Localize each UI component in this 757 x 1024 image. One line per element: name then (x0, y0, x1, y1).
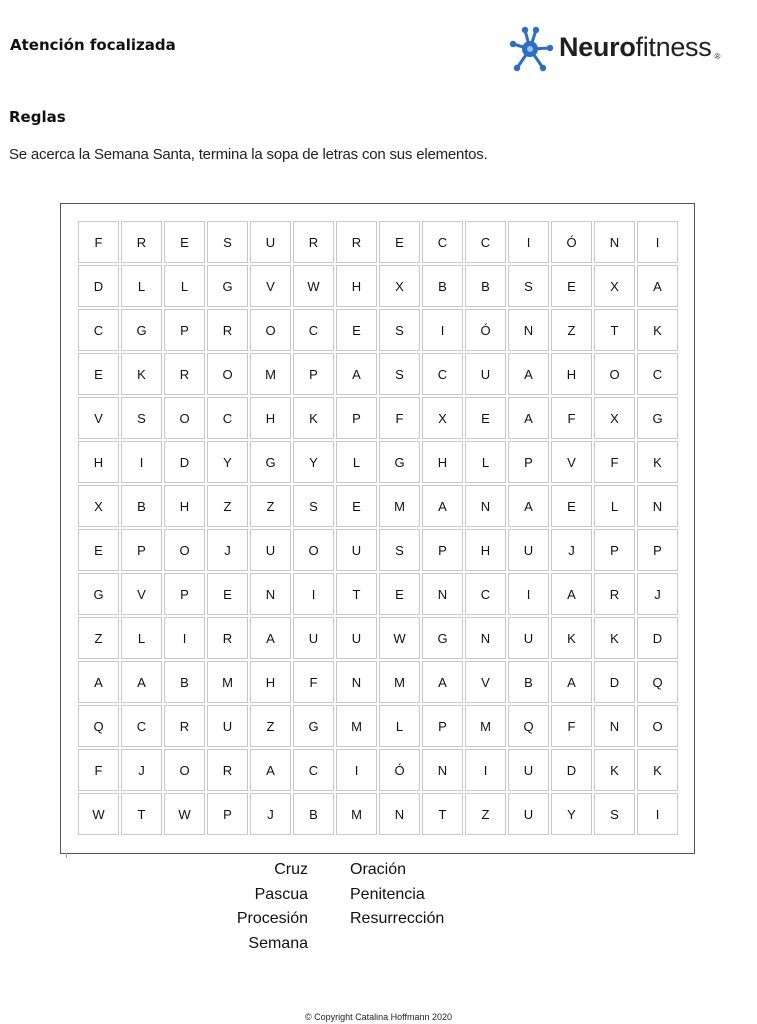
grid-cell[interactable]: R (594, 573, 635, 615)
grid-cell[interactable]: E (336, 485, 377, 527)
grid-cell[interactable]: J (207, 529, 248, 571)
grid-cell[interactable]: M (465, 705, 506, 747)
word-item: Pascua (254, 885, 308, 903)
grid-cell[interactable]: P (422, 529, 463, 571)
grid-cell[interactable]: H (336, 265, 377, 307)
grid-cell[interactable]: A (508, 353, 549, 395)
grid-cell[interactable]: R (336, 221, 377, 263)
grid-cell[interactable]: L (164, 265, 205, 307)
grid-cell[interactable]: P (164, 573, 205, 615)
grid-cell[interactable]: O (207, 353, 248, 395)
grid-cell[interactable]: O (637, 705, 678, 747)
grid-cell[interactable]: O (250, 309, 291, 351)
brand-bold: Neuro (559, 32, 636, 62)
grid-cell[interactable]: C (207, 397, 248, 439)
grid-cell[interactable]: F (78, 221, 119, 263)
grid-cell[interactable]: F (551, 397, 592, 439)
grid-cell[interactable]: H (422, 441, 463, 483)
grid-cell[interactable]: H (250, 661, 291, 703)
grid-cell[interactable]: C (293, 749, 334, 791)
grid-cell[interactable]: B (121, 485, 162, 527)
grid-cell[interactable]: B (508, 661, 549, 703)
grid-cell[interactable]: I (121, 441, 162, 483)
grid-cell[interactable]: N (508, 309, 549, 351)
grid-cell[interactable]: M (336, 705, 377, 747)
grid-cell[interactable]: J (637, 573, 678, 615)
word-list-right (350, 858, 444, 932)
grid-cell[interactable]: C (637, 353, 678, 395)
grid-cell[interactable]: D (551, 749, 592, 791)
grid-cell[interactable]: S (379, 529, 420, 571)
grid-cell[interactable]: P (594, 529, 635, 571)
grid-cell[interactable]: K (637, 749, 678, 791)
grid-cell[interactable]: E (207, 573, 248, 615)
grid-cell[interactable]: O (594, 353, 635, 395)
grid-cell[interactable]: U (508, 529, 549, 571)
grid-cell[interactable]: M (379, 485, 420, 527)
grid-cell[interactable]: L (379, 705, 420, 747)
grid-cell[interactable]: N (637, 485, 678, 527)
grid-cell[interactable]: U (250, 529, 291, 571)
grid-cell[interactable]: I (637, 221, 678, 263)
grid-cell[interactable]: B (164, 661, 205, 703)
grid-cell[interactable]: Z (250, 705, 291, 747)
grid-cell[interactable]: I (465, 749, 506, 791)
grid-cell[interactable]: Z (465, 793, 506, 835)
grid-cell[interactable]: Y (293, 441, 334, 483)
stray-mark (66, 853, 67, 858)
grid-cell[interactable]: F (78, 749, 119, 791)
grid-cell[interactable]: L (121, 265, 162, 307)
grid-cell[interactable]: I (336, 749, 377, 791)
grid-cell[interactable]: B (422, 265, 463, 307)
grid-cell[interactable]: A (250, 617, 291, 659)
grid-cell[interactable]: S (121, 397, 162, 439)
grid-cell[interactable]: Q (508, 705, 549, 747)
grid-cell[interactable]: I (508, 573, 549, 615)
grid-cell[interactable]: K (637, 309, 678, 351)
page-title: Atención focalizada (10, 36, 176, 54)
grid-cell[interactable]: T (422, 793, 463, 835)
grid-cell[interactable]: D (78, 265, 119, 307)
grid-cell[interactable]: E (78, 529, 119, 571)
grid-cell[interactable]: R (207, 309, 248, 351)
rules-heading: Reglas (9, 108, 66, 126)
word-list-left (200, 858, 308, 956)
copyright: © Copyright Catalina Hoffmann 2020 (304, 1012, 453, 1022)
grid-cell[interactable]: N (465, 617, 506, 659)
grid-cell[interactable]: P (293, 353, 334, 395)
grid-cell[interactable]: M (207, 661, 248, 703)
grid-cell[interactable]: Z (551, 309, 592, 351)
grid-cell[interactable]: C (465, 221, 506, 263)
grid-cell[interactable]: N (594, 221, 635, 263)
brand-light: fitness (635, 32, 712, 62)
grid-cell[interactable]: E (336, 309, 377, 351)
grid-cell[interactable]: Z (207, 485, 248, 527)
grid-cell[interactable]: R (121, 221, 162, 263)
grid-cell[interactable]: M (379, 661, 420, 703)
grid-cell[interactable]: P (336, 397, 377, 439)
grid-cell[interactable]: T (121, 793, 162, 835)
grid-cell[interactable]: Ó (379, 749, 420, 791)
grid-cell[interactable]: B (293, 793, 334, 835)
grid-cell[interactable]: J (121, 749, 162, 791)
grid-cell[interactable]: H (250, 397, 291, 439)
grid-cell[interactable]: R (164, 705, 205, 747)
grid-cell[interactable]: S (379, 353, 420, 395)
grid-cell[interactable]: U (207, 705, 248, 747)
grid-cell[interactable]: N (465, 485, 506, 527)
grid-cell[interactable]: I (422, 309, 463, 351)
grid-cell[interactable]: K (594, 617, 635, 659)
grid-cell[interactable]: Z (78, 617, 119, 659)
grid-cell[interactable]: G (637, 397, 678, 439)
grid-cell[interactable]: A (121, 661, 162, 703)
grid-cell[interactable]: E (78, 353, 119, 395)
grid-cell[interactable]: U (465, 353, 506, 395)
grid-cell[interactable]: A (551, 661, 592, 703)
grid-cell[interactable]: F (379, 397, 420, 439)
grid-cell[interactable]: K (594, 749, 635, 791)
grid-cell[interactable]: A (78, 661, 119, 703)
grid-cell[interactable]: P (121, 529, 162, 571)
grid-cell[interactable]: D (637, 617, 678, 659)
grid-cell[interactable]: V (250, 265, 291, 307)
grid-cell[interactable]: P (207, 793, 248, 835)
grid-cell[interactable]: A (551, 573, 592, 615)
word-item: Semana (248, 934, 308, 952)
grid-cell[interactable]: Ó (551, 221, 592, 263)
grid-cell[interactable]: J (551, 529, 592, 571)
grid-cell[interactable]: N (594, 705, 635, 747)
grid-cell[interactable]: S (293, 485, 334, 527)
word-item: Penitencia (350, 885, 425, 903)
grid-cell[interactable]: R (164, 353, 205, 395)
grid-cell[interactable]: N (422, 573, 463, 615)
word-search-grid (78, 221, 678, 835)
grid-cell[interactable]: W (293, 265, 334, 307)
grid-cell[interactable]: U (250, 221, 291, 263)
grid-cell[interactable]: V (465, 661, 506, 703)
grid-cell[interactable]: U (293, 617, 334, 659)
grid-cell[interactable]: N (250, 573, 291, 615)
neuron-icon (503, 24, 557, 74)
grid-cell[interactable]: S (207, 221, 248, 263)
grid-cell[interactable]: F (594, 441, 635, 483)
registered-mark: ® (714, 52, 721, 61)
grid-cell[interactable]: Y (207, 441, 248, 483)
grid-cell[interactable]: X (594, 265, 635, 307)
grid-cell[interactable]: L (121, 617, 162, 659)
grid-cell[interactable]: A (422, 661, 463, 703)
grid-cell[interactable]: D (594, 661, 635, 703)
grid-cell[interactable]: Y (551, 793, 592, 835)
word-item: Resurrección (350, 910, 445, 927)
grid-cell[interactable]: J (250, 793, 291, 835)
grid-cell[interactable]: W (379, 617, 420, 659)
grid-cell[interactable]: Z (250, 485, 291, 527)
grid-cell[interactable]: P (164, 309, 205, 351)
grid-cell[interactable]: M (336, 793, 377, 835)
grid-cell[interactable]: U (508, 793, 549, 835)
neurofitness-logo (503, 24, 748, 74)
grid-cell[interactable]: G (78, 573, 119, 615)
grid-cell[interactable]: K (637, 441, 678, 483)
grid-cell[interactable]: A (336, 353, 377, 395)
grid-cell[interactable]: Ó (465, 309, 506, 351)
grid-cell[interactable]: O (164, 749, 205, 791)
grid-cell[interactable]: R (293, 221, 334, 263)
grid-cell[interactable]: O (293, 529, 334, 571)
grid-cell[interactable]: G (422, 617, 463, 659)
grid-cell[interactable]: V (121, 573, 162, 615)
word-item: Procesión (236, 910, 308, 927)
grid-cell[interactable]: H (551, 353, 592, 395)
grid-cell[interactable]: N (422, 749, 463, 791)
grid-cell[interactable]: E (379, 221, 420, 263)
grid-cell[interactable]: C (465, 573, 506, 615)
grid-cell[interactable]: G (207, 265, 248, 307)
grid-cell[interactable]: P (508, 441, 549, 483)
grid-cell[interactable]: B (465, 265, 506, 307)
grid-cell[interactable]: U (508, 749, 549, 791)
rules-text: Se acerca la Semana Santa, termina la sopa de letras con sus elementos. (9, 146, 488, 163)
grid-cell[interactable]: E (164, 221, 205, 263)
grid-cell[interactable]: T (594, 309, 635, 351)
grid-cell[interactable]: Q (78, 705, 119, 747)
grid-cell[interactable]: H (164, 485, 205, 527)
grid-cell[interactable]: F (551, 705, 592, 747)
grid-cell[interactable]: K (121, 353, 162, 395)
grid-cell[interactable]: I (293, 573, 334, 615)
grid-cell[interactable]: C (121, 705, 162, 747)
grid-cell[interactable]: I (508, 221, 549, 263)
grid-cell[interactable]: G (250, 441, 291, 483)
grid-cell[interactable]: G (293, 705, 334, 747)
grid-cell[interactable]: H (78, 441, 119, 483)
grid-cell[interactable]: P (637, 529, 678, 571)
grid-cell[interactable]: C (78, 309, 119, 351)
grid-cell[interactable]: S (508, 265, 549, 307)
grid-cell[interactable]: H (465, 529, 506, 571)
grid-cell[interactable]: L (336, 441, 377, 483)
grid-cell[interactable]: W (78, 793, 119, 835)
grid-cell[interactable]: X (379, 265, 420, 307)
word-item: Oración (350, 861, 407, 878)
grid-cell[interactable]: D (164, 441, 205, 483)
grid-cell[interactable]: R (207, 749, 248, 791)
grid-cell[interactable]: N (336, 661, 377, 703)
grid-cell[interactable]: I (637, 793, 678, 835)
word-item: Cruz (274, 861, 308, 878)
grid-cell[interactable]: A (508, 397, 549, 439)
grid-cell[interactable]: G (121, 309, 162, 351)
grid-cell[interactable]: I (164, 617, 205, 659)
grid-cell[interactable]: K (293, 397, 334, 439)
grid-cell[interactable]: P (422, 705, 463, 747)
grid-cell[interactable]: W (164, 793, 205, 835)
grid-cell[interactable]: A (637, 265, 678, 307)
grid-cell[interactable]: R (207, 617, 248, 659)
grid-cell[interactable]: N (379, 793, 420, 835)
grid-cell[interactable]: A (508, 485, 549, 527)
grid-cell[interactable]: E (379, 573, 420, 615)
grid-cell[interactable]: U (336, 617, 377, 659)
grid-cell[interactable]: K (551, 617, 592, 659)
grid-cell[interactable]: C (422, 221, 463, 263)
grid-cell[interactable]: E (465, 397, 506, 439)
grid-cell[interactable]: S (379, 309, 420, 351)
grid-cell[interactable]: Q (637, 661, 678, 703)
grid-cell[interactable]: L (594, 485, 635, 527)
grid-cell[interactable]: E (551, 485, 592, 527)
grid-cell[interactable]: O (164, 397, 205, 439)
grid-cell[interactable]: A (250, 749, 291, 791)
grid-cell[interactable]: F (293, 661, 334, 703)
grid-cell[interactable]: V (78, 397, 119, 439)
grid-cell[interactable]: M (250, 353, 291, 395)
grid-cell[interactable]: U (336, 529, 377, 571)
grid-cell[interactable]: E (551, 265, 592, 307)
grid-cell[interactable]: U (508, 617, 549, 659)
grid-cell[interactable]: X (594, 397, 635, 439)
grid-cell[interactable]: G (379, 441, 420, 483)
grid-cell[interactable]: X (422, 397, 463, 439)
grid-cell[interactable]: O (164, 529, 205, 571)
grid-cell[interactable]: L (465, 441, 506, 483)
grid-cell[interactable]: C (293, 309, 334, 351)
grid-cell[interactable]: T (336, 573, 377, 615)
brand-name (559, 32, 720, 63)
grid-cell[interactable]: S (594, 793, 635, 835)
grid-cell[interactable]: A (422, 485, 463, 527)
grid-cell[interactable]: C (422, 353, 463, 395)
grid-cell[interactable]: X (78, 485, 119, 527)
grid-cell[interactable]: V (551, 441, 592, 483)
